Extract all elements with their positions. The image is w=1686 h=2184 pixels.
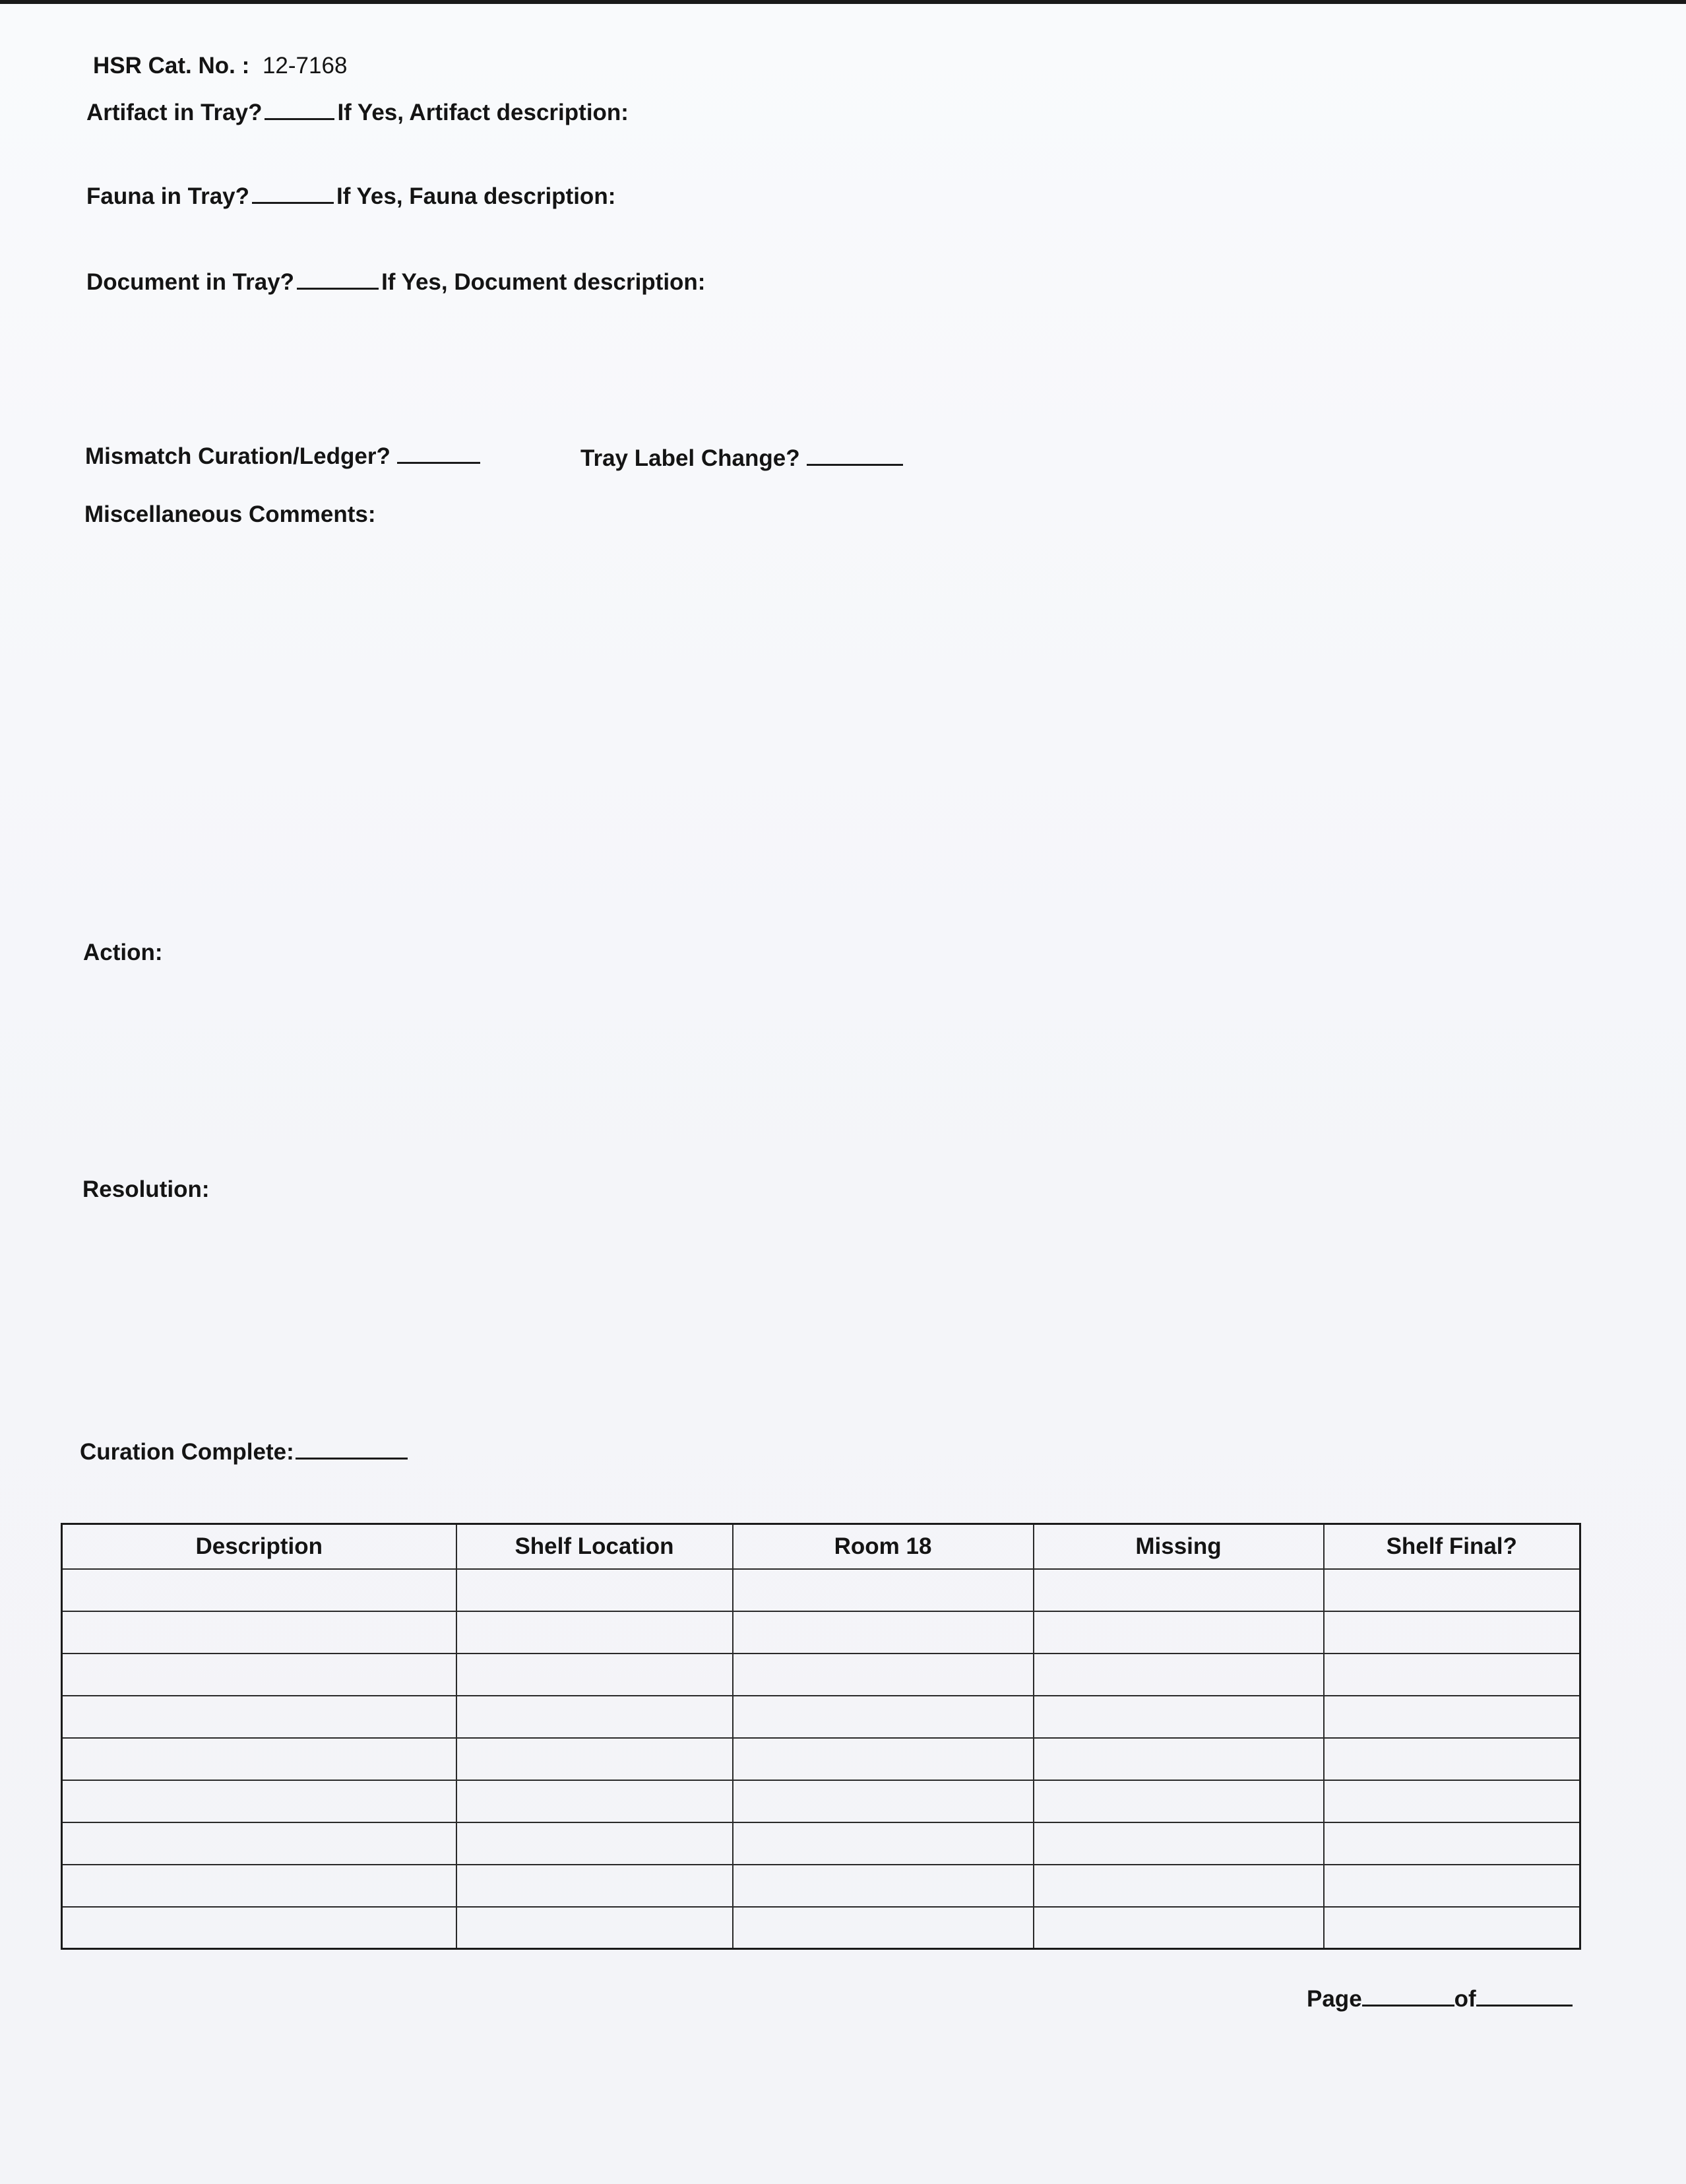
table-row: [62, 1738, 1580, 1780]
table-cell[interactable]: [62, 1907, 456, 1949]
table-cell[interactable]: [733, 1696, 1034, 1738]
artifact-line: [86, 101, 629, 124]
of-label: of: [1454, 1986, 1476, 2012]
table-cell[interactable]: [456, 1696, 733, 1738]
artifact-question: Artifact in Tray?: [86, 100, 263, 125]
table-row: [62, 1654, 1580, 1696]
page-of-line: [1307, 1987, 1573, 2010]
table-cell[interactable]: [733, 1822, 1034, 1865]
table-cell[interactable]: [456, 1611, 733, 1654]
table-row: [62, 1611, 1580, 1654]
cat-number-line: [93, 54, 347, 77]
tray-label-line: [580, 447, 906, 470]
table-cell[interactable]: [733, 1780, 1034, 1822]
table-cell[interactable]: [456, 1738, 733, 1780]
fauna-blank[interactable]: [252, 202, 334, 204]
resolution-label: Resolution:: [82, 1176, 210, 1202]
table-cell[interactable]: [1324, 1907, 1580, 1949]
table-cell[interactable]: [1034, 1696, 1324, 1738]
table-cell[interactable]: [1324, 1654, 1580, 1696]
curation-complete-line: [80, 1440, 410, 1463]
table-cell[interactable]: [62, 1611, 456, 1654]
table-cell[interactable]: [456, 1780, 733, 1822]
inventory-table-wrapper: [61, 1523, 1581, 1950]
document-question: Document in Tray?: [86, 269, 295, 295]
table-cell[interactable]: [456, 1569, 733, 1611]
col-header-description: Description: [62, 1524, 456, 1569]
page-total-blank[interactable]: [1476, 2005, 1573, 2007]
table-cell[interactable]: [1324, 1738, 1580, 1780]
table-cell[interactable]: [1034, 1654, 1324, 1696]
col-header-shelf-final: Shelf Final?: [1324, 1524, 1580, 1569]
mismatch-label: Mismatch Curation/Ledger?: [85, 443, 390, 469]
action-label: Action:: [83, 940, 163, 965]
table-cell[interactable]: [733, 1611, 1034, 1654]
table-cell[interactable]: [733, 1738, 1034, 1780]
col-header-room-18: Room 18: [733, 1524, 1034, 1569]
table-cell[interactable]: [733, 1569, 1034, 1611]
table-cell[interactable]: [1324, 1780, 1580, 1822]
table-header-row: [62, 1524, 1580, 1569]
table-body: [62, 1569, 1580, 1949]
table-cell[interactable]: [456, 1865, 733, 1907]
curation-complete-blank[interactable]: [296, 1458, 408, 1460]
table-cell[interactable]: [1034, 1780, 1324, 1822]
col-header-shelf-location: Shelf Location: [456, 1524, 733, 1569]
table-cell[interactable]: [1324, 1696, 1580, 1738]
table-cell[interactable]: [1034, 1569, 1324, 1611]
table-cell[interactable]: [733, 1865, 1034, 1907]
table-cell[interactable]: [456, 1822, 733, 1865]
inventory-table: [61, 1523, 1581, 1950]
page-number-blank[interactable]: [1362, 2005, 1454, 2007]
table-cell[interactable]: [456, 1907, 733, 1949]
artifact-description-label: If Yes, Artifact description:: [337, 100, 629, 125]
document-blank[interactable]: [297, 288, 379, 290]
tray-label-blank[interactable]: [807, 464, 903, 466]
table-cell[interactable]: [62, 1780, 456, 1822]
table-cell[interactable]: [1324, 1611, 1580, 1654]
page-label: Page: [1307, 1986, 1362, 2012]
table-cell[interactable]: [62, 1654, 456, 1696]
fauna-question: Fauna in Tray?: [86, 183, 249, 209]
table-row: [62, 1696, 1580, 1738]
table-cell[interactable]: [62, 1569, 456, 1611]
table-cell[interactable]: [733, 1907, 1034, 1949]
misc-comments-label: Miscellaneous Comments:: [84, 501, 376, 527]
fauna-description-label: If Yes, Fauna description:: [336, 183, 616, 209]
table-cell[interactable]: [1034, 1865, 1324, 1907]
table-row: [62, 1822, 1580, 1865]
table-cell[interactable]: [1324, 1569, 1580, 1611]
table-row: [62, 1865, 1580, 1907]
tray-label-change-label: Tray Label Change?: [580, 445, 800, 471]
table-cell[interactable]: [733, 1654, 1034, 1696]
mismatch-line: [85, 445, 483, 468]
cat-number-label: HSR Cat. No. :: [93, 53, 250, 79]
table-cell[interactable]: [1034, 1907, 1324, 1949]
curation-complete-label: Curation Complete:: [80, 1439, 294, 1465]
table-row: [62, 1569, 1580, 1611]
fauna-line: [86, 185, 615, 208]
table-cell[interactable]: [1034, 1611, 1324, 1654]
table-row: [62, 1907, 1580, 1949]
cat-number-value: 12-7168: [262, 53, 348, 79]
document-line: [86, 271, 705, 294]
table-cell[interactable]: [1324, 1865, 1580, 1907]
document-description-label: If Yes, Document description:: [381, 269, 706, 295]
table-cell[interactable]: [62, 1822, 456, 1865]
table-cell[interactable]: [62, 1865, 456, 1907]
table-cell[interactable]: [62, 1738, 456, 1780]
table-cell[interactable]: [456, 1654, 733, 1696]
table-row: [62, 1780, 1580, 1822]
table-cell[interactable]: [1034, 1822, 1324, 1865]
table-cell[interactable]: [1324, 1822, 1580, 1865]
col-header-missing: Missing: [1034, 1524, 1324, 1569]
table-cell[interactable]: [62, 1696, 456, 1738]
mismatch-blank[interactable]: [397, 462, 480, 464]
artifact-blank[interactable]: [265, 118, 334, 120]
table-cell[interactable]: [1034, 1738, 1324, 1780]
